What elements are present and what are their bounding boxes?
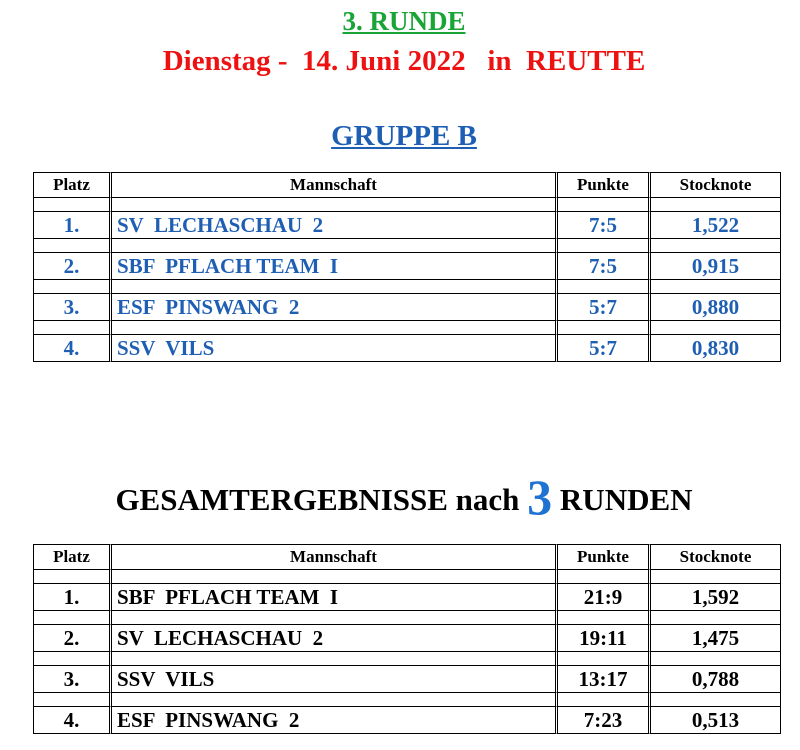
table-row bbox=[33, 253, 781, 280]
stocknote-cell: 1,522 bbox=[648, 212, 781, 239]
team-cell: SBF PFLACH TEAM I bbox=[109, 584, 555, 611]
header-punkte: Punkte bbox=[555, 172, 648, 198]
points-cell: 7:5 bbox=[555, 253, 648, 280]
stocknote-cell: 0,880 bbox=[648, 294, 781, 321]
platz-cell: 3. bbox=[33, 666, 109, 693]
team-cell: ESF PINSWANG 2 bbox=[109, 707, 555, 734]
platz-cell: 4. bbox=[33, 335, 109, 362]
table-row bbox=[33, 294, 781, 321]
stocknote-cell: 1,592 bbox=[648, 584, 781, 611]
platz-cell: 4. bbox=[33, 707, 109, 734]
header-stocknote: Stocknote bbox=[648, 544, 781, 570]
overall-title-after: RUNDEN bbox=[552, 482, 693, 517]
round-title: 3. RUNDE bbox=[342, 6, 466, 36]
points-cell: 21:9 bbox=[555, 584, 648, 611]
team-cell: SV LECHASCHAU 2 bbox=[109, 625, 555, 652]
table-row bbox=[33, 335, 781, 362]
overall-title bbox=[0, 468, 800, 526]
table-row bbox=[33, 212, 781, 239]
stocknote-cell: 0,513 bbox=[648, 707, 781, 734]
points-cell: 13:17 bbox=[555, 666, 648, 693]
team-cell: SSV VILS bbox=[109, 666, 555, 693]
header-punkte: Punkte bbox=[555, 544, 648, 570]
stocknote-cell: 0,915 bbox=[648, 253, 781, 280]
points-cell: 7:5 bbox=[555, 212, 648, 239]
team-cell: SV LECHASCHAU 2 bbox=[109, 212, 555, 239]
header-mannschaft: Mannschaft bbox=[109, 172, 555, 198]
table-row bbox=[33, 625, 781, 652]
stocknote-cell: 1,475 bbox=[648, 625, 781, 652]
group-results-table bbox=[33, 172, 781, 362]
header-mannschaft: Mannschaft bbox=[109, 544, 555, 570]
points-cell: 19:11 bbox=[555, 625, 648, 652]
header-platz: Platz bbox=[33, 544, 109, 570]
stocknote-cell: 0,830 bbox=[648, 335, 781, 362]
team-cell: ESF PINSWANG 2 bbox=[109, 294, 555, 321]
table-row bbox=[33, 707, 781, 734]
overall-results-table bbox=[33, 544, 781, 734]
header-stocknote: Stocknote bbox=[648, 172, 781, 198]
table-row bbox=[33, 584, 781, 611]
points-cell: 5:7 bbox=[555, 335, 648, 362]
platz-cell: 1. bbox=[33, 584, 109, 611]
table-row bbox=[33, 666, 781, 693]
group-title: GRUPPE B bbox=[331, 120, 477, 152]
overall-title-before: GESAMTERGEBNISSE nach bbox=[115, 482, 528, 517]
table-header-row bbox=[33, 172, 781, 198]
stocknote-cell: 0,788 bbox=[648, 666, 781, 693]
overall-title-number: 3 bbox=[527, 469, 553, 525]
platz-cell: 2. bbox=[33, 625, 109, 652]
platz-cell: 2. bbox=[33, 253, 109, 280]
points-cell: 5:7 bbox=[555, 294, 648, 321]
header-platz: Platz bbox=[33, 172, 109, 198]
table-header-row bbox=[33, 544, 781, 570]
platz-cell: 3. bbox=[33, 294, 109, 321]
team-cell: SBF PFLACH TEAM I bbox=[109, 253, 555, 280]
platz-cell: 1. bbox=[33, 212, 109, 239]
team-cell: SSV VILS bbox=[109, 335, 555, 362]
points-cell: 7:23 bbox=[555, 707, 648, 734]
date-location-line: Dienstag - 14. Juni 2022 in REUTTE bbox=[162, 45, 646, 77]
